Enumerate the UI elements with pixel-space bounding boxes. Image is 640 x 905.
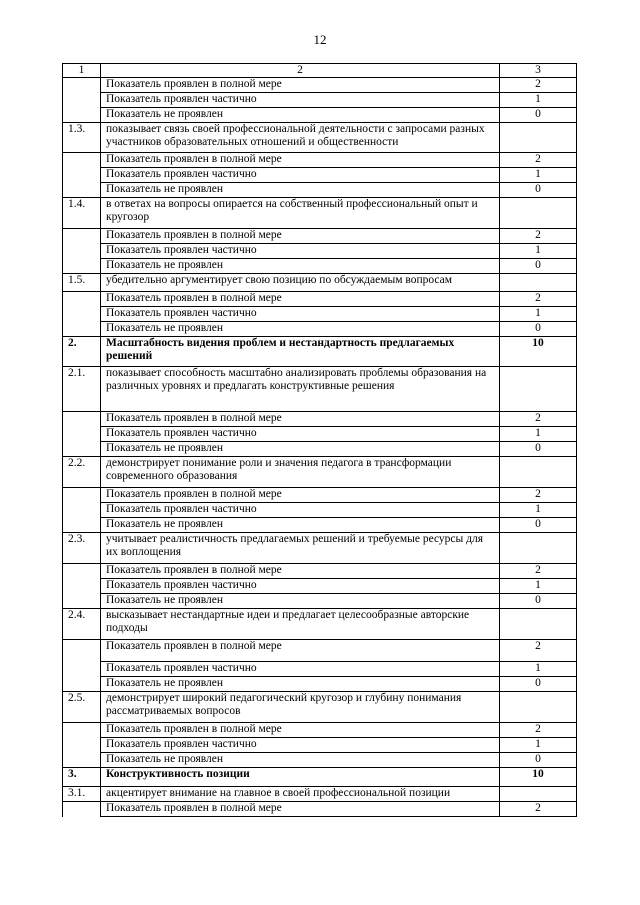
row-number-blank bbox=[63, 503, 101, 518]
indicator-label: Показатель проявлен в полной мере bbox=[101, 564, 500, 579]
indicator-label: Показатель проявлен в полной мере bbox=[101, 78, 500, 93]
score-cell bbox=[500, 457, 577, 488]
score-cell bbox=[500, 609, 577, 640]
page-number: 12 bbox=[313, 32, 327, 47]
indicator-label: Показатель проявлен в полной мере bbox=[101, 802, 500, 817]
indicator-row bbox=[63, 78, 577, 93]
score-cell: 2 bbox=[500, 640, 577, 662]
indicator-label: Показатель не проявлен bbox=[101, 259, 500, 274]
criterion-row bbox=[63, 609, 577, 640]
row-number-blank bbox=[63, 292, 101, 307]
row-number-blank bbox=[63, 259, 101, 274]
indicator-label: Показатель проявлен частично bbox=[101, 738, 500, 753]
indicator-label: Показатель проявлен частично bbox=[101, 503, 500, 518]
score-cell: 2 bbox=[500, 153, 577, 168]
indicator-row bbox=[63, 259, 577, 274]
header-col1: 1 bbox=[63, 64, 101, 78]
score-cell: 2 bbox=[500, 802, 577, 817]
criterion-text: учитывает реалистичность предлагаемых решений и требуемые ресурсы для их воплощения bbox=[101, 533, 500, 564]
row-number-blank bbox=[63, 78, 101, 93]
criterion-row bbox=[63, 367, 577, 412]
score-cell: 0 bbox=[500, 518, 577, 533]
indicator-row bbox=[63, 564, 577, 579]
criterion-text: убедительно аргументирует свою позицию по обсуждаемым вопросам bbox=[101, 274, 500, 292]
indicator-label: Показатель проявлен в полной мере bbox=[101, 723, 500, 738]
table-header-row bbox=[63, 64, 577, 78]
indicator-row bbox=[63, 412, 577, 427]
row-number: 1.5. bbox=[63, 274, 101, 292]
score-cell: 10 bbox=[500, 337, 577, 367]
indicator-label: Показатель проявлен частично bbox=[101, 427, 500, 442]
score-cell: 2 bbox=[500, 412, 577, 427]
criterion-row bbox=[63, 123, 577, 153]
indicator-row bbox=[63, 108, 577, 123]
score-cell bbox=[500, 692, 577, 723]
score-cell bbox=[500, 274, 577, 292]
row-number-blank bbox=[63, 412, 101, 427]
criterion-text: в ответах на вопросы опирается на собственный профессиональный опыт и кругозор bbox=[101, 198, 500, 229]
row-number: 2. bbox=[63, 337, 101, 367]
row-number-blank bbox=[63, 427, 101, 442]
indicator-row bbox=[63, 153, 577, 168]
indicator-row bbox=[63, 640, 577, 662]
criterion-text: акцентирует внимание на главное в своей профессиональной позиции bbox=[101, 787, 500, 802]
indicator-label: Показатель проявлен в полной мере bbox=[101, 488, 500, 503]
indicator-row bbox=[63, 322, 577, 337]
score-cell bbox=[500, 123, 577, 153]
indicator-label: Показатель проявлен в полной мере bbox=[101, 412, 500, 427]
row-number-blank bbox=[63, 594, 101, 609]
row-number: 1.4. bbox=[63, 198, 101, 229]
row-number-blank bbox=[63, 518, 101, 533]
score-cell: 1 bbox=[500, 307, 577, 322]
criterion-row bbox=[63, 533, 577, 564]
indicator-row bbox=[63, 594, 577, 609]
score-cell: 2 bbox=[500, 292, 577, 307]
row-number-blank bbox=[63, 579, 101, 594]
row-number-blank bbox=[63, 153, 101, 168]
criteria-table-body bbox=[63, 64, 577, 817]
indicator-row bbox=[63, 738, 577, 753]
row-number-blank bbox=[63, 93, 101, 108]
score-cell: 2 bbox=[500, 229, 577, 244]
indicator-label: Показатель проявлен в полной мере bbox=[101, 229, 500, 244]
row-number-blank bbox=[63, 753, 101, 768]
score-cell: 1 bbox=[500, 738, 577, 753]
score-cell: 2 bbox=[500, 564, 577, 579]
score-cell: 2 bbox=[500, 78, 577, 93]
indicator-row bbox=[63, 168, 577, 183]
indicator-label: Показатель проявлен частично bbox=[101, 579, 500, 594]
score-cell: 10 bbox=[500, 768, 577, 787]
score-cell: 2 bbox=[500, 723, 577, 738]
criterion-row bbox=[63, 692, 577, 723]
criterion-text: показывает связь своей профессиональной деятельности с запросами разных участников образовательных отношений и общественности bbox=[101, 123, 500, 153]
score-cell: 0 bbox=[500, 677, 577, 692]
indicator-label: Показатель не проявлен bbox=[101, 677, 500, 692]
row-number: 2.3. bbox=[63, 533, 101, 564]
row-number-blank bbox=[63, 307, 101, 322]
row-number: 2.1. bbox=[63, 367, 101, 412]
row-number-blank bbox=[63, 738, 101, 753]
score-cell: 1 bbox=[500, 427, 577, 442]
row-number-blank bbox=[63, 168, 101, 183]
row-number-blank bbox=[63, 183, 101, 198]
score-cell: 0 bbox=[500, 322, 577, 337]
indicator-row bbox=[63, 307, 577, 322]
criteria-table bbox=[62, 63, 577, 817]
row-number: 2.5. bbox=[63, 692, 101, 723]
row-number: 3. bbox=[63, 768, 101, 787]
row-number: 1.3. bbox=[63, 123, 101, 153]
indicator-label: Показатель не проявлен bbox=[101, 183, 500, 198]
indicator-label: Показатель не проявлен bbox=[101, 442, 500, 457]
indicator-label: Показатель не проявлен bbox=[101, 322, 500, 337]
score-cell bbox=[500, 787, 577, 802]
criterion-row bbox=[63, 787, 577, 802]
section-title: Масштабность видения проблем и нестандартность предлагаемых решений bbox=[101, 337, 500, 367]
score-cell: 0 bbox=[500, 108, 577, 123]
indicator-row bbox=[63, 753, 577, 768]
criterion-row bbox=[63, 274, 577, 292]
row-number-blank bbox=[63, 723, 101, 738]
row-number-blank bbox=[63, 108, 101, 123]
score-cell: 2 bbox=[500, 488, 577, 503]
indicator-row bbox=[63, 518, 577, 533]
criterion-text: демонстрирует широкий педагогический кругозор и глубину понимания рассматриваемых вопросов bbox=[101, 692, 500, 723]
indicator-label: Показатель проявлен частично bbox=[101, 168, 500, 183]
section-row bbox=[63, 768, 577, 787]
indicator-label: Показатель проявлен частично bbox=[101, 93, 500, 108]
indicator-row bbox=[63, 244, 577, 259]
score-cell: 0 bbox=[500, 442, 577, 457]
score-cell: 1 bbox=[500, 168, 577, 183]
indicator-label: Показатель проявлен в полной мере bbox=[101, 153, 500, 168]
indicator-label: Показатель проявлен в полной мере bbox=[101, 292, 500, 307]
row-number-blank bbox=[63, 229, 101, 244]
indicator-label: Показатель проявлен частично bbox=[101, 662, 500, 677]
row-number-blank bbox=[63, 677, 101, 692]
score-cell: 0 bbox=[500, 259, 577, 274]
indicator-row bbox=[63, 662, 577, 677]
criterion-row bbox=[63, 457, 577, 488]
row-number-blank bbox=[63, 322, 101, 337]
score-cell bbox=[500, 198, 577, 229]
row-number-blank bbox=[63, 244, 101, 259]
header-col3: 3 bbox=[500, 64, 577, 78]
score-cell: 0 bbox=[500, 594, 577, 609]
row-number-blank bbox=[63, 640, 101, 662]
section-title: Конструктивность позиции bbox=[101, 768, 500, 787]
indicator-label: Показатель не проявлен bbox=[101, 753, 500, 768]
score-cell bbox=[500, 533, 577, 564]
row-number: 3.1. bbox=[63, 787, 101, 802]
indicator-row bbox=[63, 503, 577, 518]
score-cell: 1 bbox=[500, 93, 577, 108]
score-cell bbox=[500, 367, 577, 412]
row-number-blank bbox=[63, 662, 101, 677]
indicator-label: Показатель проявлен в полной мере bbox=[101, 640, 500, 662]
criterion-text: высказывает нестандартные идеи и предлагает целесообразные авторские подходы bbox=[101, 609, 500, 640]
score-cell: 1 bbox=[500, 579, 577, 594]
score-cell: 1 bbox=[500, 244, 577, 259]
score-cell: 1 bbox=[500, 503, 577, 518]
indicator-label: Показатель не проявлен bbox=[101, 518, 500, 533]
indicator-row bbox=[63, 292, 577, 307]
row-number-blank bbox=[63, 802, 101, 817]
row-number-blank bbox=[63, 442, 101, 457]
indicator-label: Показатель проявлен частично bbox=[101, 307, 500, 322]
section-row bbox=[63, 337, 577, 367]
indicator-row bbox=[63, 427, 577, 442]
row-number-blank bbox=[63, 488, 101, 503]
indicator-label: Показатель не проявлен bbox=[101, 108, 500, 123]
criterion-text: демонстрирует понимание роли и значения педагога в трансформации современного образования bbox=[101, 457, 500, 488]
indicator-row bbox=[63, 229, 577, 244]
header-col2: 2 bbox=[101, 64, 500, 78]
indicator-row bbox=[63, 93, 577, 108]
indicator-row bbox=[63, 723, 577, 738]
indicator-label: Показатель не проявлен bbox=[101, 594, 500, 609]
indicator-row bbox=[63, 488, 577, 503]
indicator-row bbox=[63, 183, 577, 198]
indicator-label: Показатель проявлен частично bbox=[101, 244, 500, 259]
score-cell: 0 bbox=[500, 753, 577, 768]
row-number: 2.4. bbox=[63, 609, 101, 640]
row-number-blank bbox=[63, 564, 101, 579]
indicator-row bbox=[63, 802, 577, 817]
score-cell: 1 bbox=[500, 662, 577, 677]
criterion-text: показывает способность масштабно анализировать проблемы образования на различных уровнях и предлагать конструктивные решения bbox=[101, 367, 500, 412]
criterion-row bbox=[63, 198, 577, 229]
row-number: 2.2. bbox=[63, 457, 101, 488]
indicator-row bbox=[63, 677, 577, 692]
indicator-row bbox=[63, 579, 577, 594]
indicator-row bbox=[63, 442, 577, 457]
score-cell: 0 bbox=[500, 183, 577, 198]
